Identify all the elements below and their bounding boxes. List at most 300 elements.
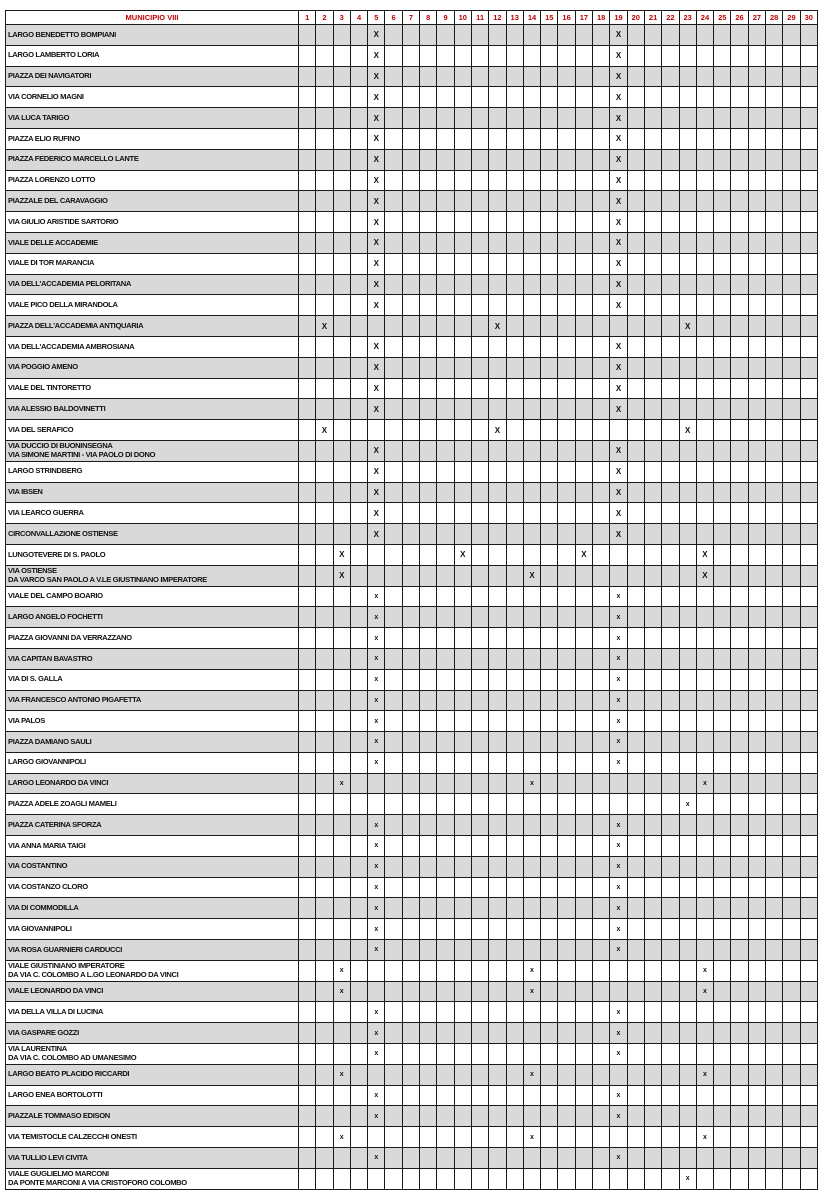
day-cell <box>350 732 367 753</box>
day-cell <box>644 274 661 295</box>
day-cell <box>714 836 731 857</box>
day-cell <box>610 565 627 586</box>
day-cell <box>299 960 316 981</box>
street-name <box>6 440 299 461</box>
day-cell <box>506 1106 523 1127</box>
day-cell <box>714 773 731 794</box>
day-cell <box>679 1148 696 1169</box>
day-cell <box>610 544 627 565</box>
day-cell <box>350 108 367 129</box>
day-cell <box>575 628 592 649</box>
day-cell <box>420 170 437 191</box>
day-cell <box>696 87 713 108</box>
day-cell <box>783 378 800 399</box>
day-cell <box>696 66 713 87</box>
day-cell <box>385 25 402 46</box>
day-cell <box>437 128 454 149</box>
day-cell <box>471 1127 488 1148</box>
day-mark: X <box>489 420 506 441</box>
day-cell <box>541 1148 558 1169</box>
day-cell <box>333 87 350 108</box>
day-cell <box>593 711 610 732</box>
day-cell <box>696 1002 713 1023</box>
day-cell <box>437 253 454 274</box>
day-cell <box>766 66 783 87</box>
day-cell <box>333 503 350 524</box>
day-cell <box>731 898 748 919</box>
day-mark: X <box>610 232 627 253</box>
day-mark: X <box>679 316 696 337</box>
day-cell <box>316 1127 333 1148</box>
day-cell <box>471 503 488 524</box>
day-cell <box>644 420 661 441</box>
day-cell <box>593 586 610 607</box>
day-cell <box>696 628 713 649</box>
day-cell <box>679 274 696 295</box>
day-cell <box>627 274 644 295</box>
day-cell <box>627 524 644 545</box>
day-cell <box>783 1023 800 1044</box>
day-cell <box>299 482 316 503</box>
day-cell <box>731 295 748 316</box>
day-cell <box>766 1002 783 1023</box>
day-cell <box>402 336 419 357</box>
day-cell <box>471 981 488 1002</box>
day-cell <box>558 773 575 794</box>
day-cell <box>593 399 610 420</box>
day-cell <box>489 25 506 46</box>
day-cell <box>627 898 644 919</box>
day-cell <box>489 711 506 732</box>
day-cell <box>662 1023 679 1044</box>
day-cell <box>800 128 817 149</box>
street-line: PIAZZA DELL'ACCADEMIA ANTIQUARIA <box>8 320 144 330</box>
day-cell <box>402 128 419 149</box>
day-cell <box>454 357 471 378</box>
day-header: 10 <box>454 11 471 25</box>
day-cell <box>800 461 817 482</box>
day-cell <box>593 773 610 794</box>
day-cell <box>385 628 402 649</box>
day-cell <box>731 1148 748 1169</box>
day-cell <box>662 669 679 690</box>
day-cell <box>471 108 488 129</box>
day-cell <box>644 1106 661 1127</box>
day-cell <box>454 1148 471 1169</box>
day-cell <box>402 690 419 711</box>
day-cell <box>783 1127 800 1148</box>
day-cell <box>489 1168 506 1189</box>
day-cell <box>541 628 558 649</box>
day-cell <box>783 66 800 87</box>
day-cell <box>437 1023 454 1044</box>
day-cell <box>299 108 316 129</box>
day-mark: X <box>610 87 627 108</box>
day-cell <box>437 440 454 461</box>
day-cell <box>454 940 471 961</box>
day-cell <box>627 1002 644 1023</box>
day-cell <box>471 87 488 108</box>
day-cell <box>454 669 471 690</box>
day-cell <box>402 170 419 191</box>
day-cell <box>385 482 402 503</box>
day-cell <box>575 565 592 586</box>
day-cell <box>420 440 437 461</box>
day-cell <box>662 108 679 129</box>
day-cell <box>489 1064 506 1085</box>
day-cell <box>506 149 523 170</box>
day-cell <box>783 669 800 690</box>
day-cell <box>783 752 800 773</box>
day-cell <box>575 1168 592 1189</box>
day-cell <box>766 232 783 253</box>
street-name <box>6 732 299 753</box>
day-cell <box>402 66 419 87</box>
day-cell <box>316 25 333 46</box>
day-cell <box>471 316 488 337</box>
day-cell <box>714 503 731 524</box>
street-name <box>6 648 299 669</box>
day-cell <box>402 856 419 877</box>
day-cell <box>783 1148 800 1169</box>
day-cell <box>333 420 350 441</box>
day-cell <box>748 274 765 295</box>
day-cell <box>350 1085 367 1106</box>
day-cell <box>644 669 661 690</box>
table-row <box>6 981 818 1002</box>
day-cell <box>800 877 817 898</box>
day-cell <box>714 856 731 877</box>
day-mark: X <box>610 25 627 46</box>
day-cell <box>385 1064 402 1085</box>
day-cell <box>783 732 800 753</box>
day-mark: X <box>610 170 627 191</box>
day-cell <box>714 357 731 378</box>
day-cell <box>558 586 575 607</box>
day-cell <box>541 461 558 482</box>
day-cell <box>731 773 748 794</box>
day-cell <box>471 711 488 732</box>
day-cell <box>800 212 817 233</box>
day-cell <box>333 482 350 503</box>
day-cell <box>800 1168 817 1189</box>
day-cell <box>766 1044 783 1065</box>
day-cell <box>644 336 661 357</box>
day-cell <box>299 232 316 253</box>
day-cell <box>731 877 748 898</box>
day-cell <box>662 732 679 753</box>
day-header: 8 <box>420 11 437 25</box>
day-cell <box>627 1148 644 1169</box>
day-cell <box>783 108 800 129</box>
street-line: VIA TEMISTOCLE CALZECCHI ONESTI <box>8 1131 137 1141</box>
day-cell <box>662 274 679 295</box>
day-cell <box>593 336 610 357</box>
day-cell <box>437 45 454 66</box>
day-cell <box>420 981 437 1002</box>
day-cell <box>333 1002 350 1023</box>
day-mark: x <box>696 773 713 794</box>
day-cell <box>506 170 523 191</box>
street-name <box>6 232 299 253</box>
day-cell <box>350 1148 367 1169</box>
day-cell <box>541 357 558 378</box>
day-cell <box>714 648 731 669</box>
day-cell <box>558 420 575 441</box>
day-cell <box>316 1106 333 1127</box>
day-cell <box>489 773 506 794</box>
day-cell <box>437 544 454 565</box>
street-name <box>6 357 299 378</box>
day-cell <box>575 316 592 337</box>
day-cell <box>333 669 350 690</box>
day-cell <box>766 773 783 794</box>
day-cell <box>679 856 696 877</box>
day-cell <box>731 1044 748 1065</box>
day-cell <box>748 1148 765 1169</box>
day-cell <box>783 1168 800 1189</box>
day-cell <box>299 898 316 919</box>
street-line: VIA COSTANZO CLORO <box>8 882 88 892</box>
day-cell <box>402 524 419 545</box>
day-cell <box>696 149 713 170</box>
day-cell <box>679 45 696 66</box>
day-cell <box>420 836 437 857</box>
day-cell <box>575 1106 592 1127</box>
day-cell <box>575 981 592 1002</box>
day-cell <box>489 1148 506 1169</box>
day-cell <box>679 690 696 711</box>
day-cell <box>696 295 713 316</box>
day-cell <box>679 461 696 482</box>
day-cell <box>766 960 783 981</box>
day-cell <box>420 399 437 420</box>
table-row <box>6 274 818 295</box>
day-cell <box>541 565 558 586</box>
day-mark: x <box>610 940 627 961</box>
day-cell <box>454 524 471 545</box>
day-cell <box>402 357 419 378</box>
day-cell <box>506 690 523 711</box>
day-cell <box>350 316 367 337</box>
table-row <box>6 212 818 233</box>
day-cell <box>644 128 661 149</box>
day-cell <box>454 898 471 919</box>
day-cell <box>506 274 523 295</box>
day-cell <box>333 1106 350 1127</box>
day-cell <box>714 482 731 503</box>
day-cell <box>471 482 488 503</box>
street-line: LUNGOTEVERE DI S. PAOLO <box>8 549 106 559</box>
day-cell <box>523 877 540 898</box>
day-cell <box>316 440 333 461</box>
day-cell <box>385 108 402 129</box>
day-cell <box>316 461 333 482</box>
day-cell <box>696 1148 713 1169</box>
day-cell <box>454 274 471 295</box>
day-cell <box>731 420 748 441</box>
day-cell <box>299 1085 316 1106</box>
day-cell <box>679 295 696 316</box>
day-cell <box>454 1002 471 1023</box>
day-cell <box>454 482 471 503</box>
day-cell <box>420 66 437 87</box>
street-line: DA VIA C. COLOMBO AD UMANESIMO <box>8 1052 137 1062</box>
day-cell <box>714 690 731 711</box>
day-header: 16 <box>558 11 575 25</box>
day-cell <box>627 732 644 753</box>
day-cell <box>783 170 800 191</box>
day-cell <box>748 1127 765 1148</box>
day-cell <box>679 191 696 212</box>
day-cell <box>783 856 800 877</box>
day-cell <box>679 586 696 607</box>
day-cell <box>575 898 592 919</box>
day-cell <box>558 336 575 357</box>
day-cell <box>748 690 765 711</box>
day-cell <box>420 815 437 836</box>
day-cell <box>471 773 488 794</box>
day-mark: x <box>368 628 385 649</box>
day-cell <box>350 877 367 898</box>
street-line: PIAZZALE TOMMASO EDISON <box>8 1111 110 1121</box>
day-cell <box>402 87 419 108</box>
day-cell <box>800 856 817 877</box>
day-cell <box>679 960 696 981</box>
day-header: 17 <box>575 11 592 25</box>
day-cell <box>644 752 661 773</box>
street-line: PIAZZA FEDERICO MARCELLO LANTE <box>8 154 139 164</box>
day-cell <box>800 628 817 649</box>
day-cell <box>385 565 402 586</box>
day-cell <box>714 149 731 170</box>
day-cell <box>437 898 454 919</box>
table-row <box>6 149 818 170</box>
day-cell <box>489 1044 506 1065</box>
day-cell <box>333 1085 350 1106</box>
day-cell <box>714 711 731 732</box>
day-cell <box>420 732 437 753</box>
day-cell <box>593 149 610 170</box>
day-cell <box>385 295 402 316</box>
day-cell <box>506 960 523 981</box>
day-cell <box>679 981 696 1002</box>
day-cell <box>523 524 540 545</box>
day-cell <box>644 25 661 46</box>
street-name <box>6 170 299 191</box>
day-cell <box>662 836 679 857</box>
day-cell <box>471 940 488 961</box>
day-cell <box>766 170 783 191</box>
day-cell <box>489 815 506 836</box>
day-cell <box>489 191 506 212</box>
day-cell <box>800 45 817 66</box>
day-cell <box>541 274 558 295</box>
day-cell <box>523 544 540 565</box>
day-cell <box>679 648 696 669</box>
day-cell <box>627 191 644 212</box>
day-mark: x <box>333 960 350 981</box>
day-cell <box>299 544 316 565</box>
day-cell <box>679 128 696 149</box>
day-cell <box>783 877 800 898</box>
day-cell <box>402 253 419 274</box>
day-mark: x <box>368 836 385 857</box>
day-cell <box>333 253 350 274</box>
day-cell <box>766 357 783 378</box>
day-cell <box>333 690 350 711</box>
day-cell <box>506 940 523 961</box>
day-cell <box>454 191 471 212</box>
day-cell <box>766 274 783 295</box>
day-cell <box>437 482 454 503</box>
day-cell <box>316 1044 333 1065</box>
day-cell <box>714 898 731 919</box>
day-cell <box>558 856 575 877</box>
day-cell <box>627 1085 644 1106</box>
day-cell <box>402 316 419 337</box>
day-cell <box>420 565 437 586</box>
day-cell <box>575 524 592 545</box>
street-name <box>6 607 299 628</box>
table-row <box>6 607 818 628</box>
day-cell <box>748 877 765 898</box>
day-cell <box>523 378 540 399</box>
day-cell <box>541 191 558 212</box>
day-cell <box>316 295 333 316</box>
day-cell <box>731 87 748 108</box>
day-cell <box>593 1127 610 1148</box>
day-cell <box>316 960 333 981</box>
day-cell <box>316 648 333 669</box>
day-cell <box>489 128 506 149</box>
day-cell <box>437 565 454 586</box>
day-cell <box>558 1044 575 1065</box>
day-cell <box>714 1127 731 1148</box>
day-cell <box>489 440 506 461</box>
day-cell <box>783 45 800 66</box>
day-mark: X <box>610 128 627 149</box>
day-cell <box>800 607 817 628</box>
day-cell <box>299 919 316 940</box>
day-cell <box>766 877 783 898</box>
table-row <box>6 1064 818 1085</box>
day-cell <box>714 565 731 586</box>
day-cell <box>454 1064 471 1085</box>
day-cell <box>714 981 731 1002</box>
day-cell <box>454 45 471 66</box>
day-cell <box>627 815 644 836</box>
day-mark: x <box>610 1148 627 1169</box>
day-cell <box>679 212 696 233</box>
day-cell <box>350 815 367 836</box>
day-cell <box>316 1168 333 1189</box>
day-cell <box>489 149 506 170</box>
day-cell <box>420 212 437 233</box>
day-cell <box>783 940 800 961</box>
day-cell <box>748 544 765 565</box>
day-cell <box>627 149 644 170</box>
day-cell <box>714 212 731 233</box>
day-cell <box>299 1023 316 1044</box>
header-row <box>6 11 818 25</box>
day-cell <box>575 45 592 66</box>
table-row <box>6 898 818 919</box>
day-cell <box>679 1064 696 1085</box>
day-header: 6 <box>385 11 402 25</box>
day-cell <box>541 232 558 253</box>
day-cell <box>627 316 644 337</box>
